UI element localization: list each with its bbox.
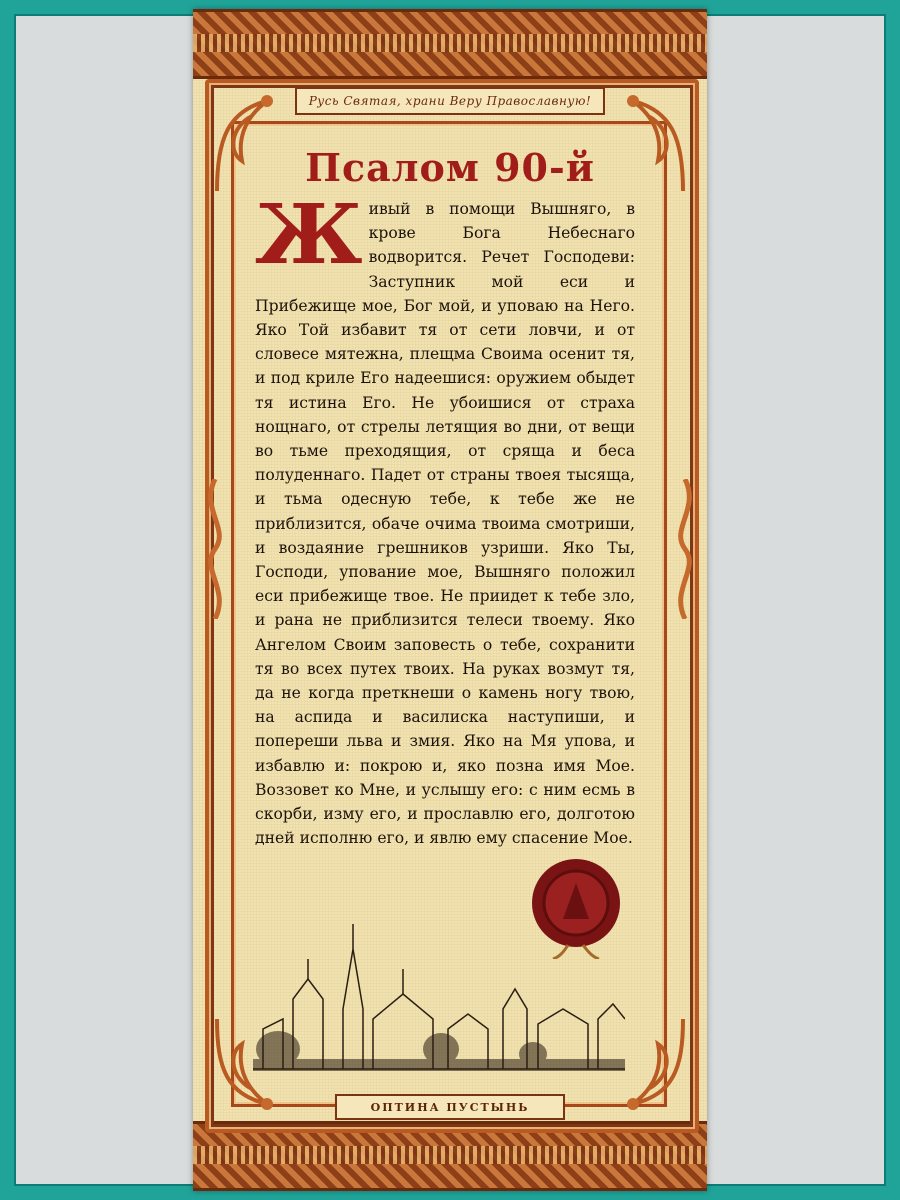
prayer-text: ивый в помощи Вышняго, в крове Бога Небеснаго водворится. Речет Господеви: Заступник мой еси и Прибежище мое, Бог мой, и уповаю на Него. Яко Той избавит тя от сети ловчи, и от словесе мятежна, плещма Своима осенит тя, и под криле Его надеешися: оружием обыдет тя истина Его. Не убоишися от страха нощнаго, от стрелы летящия во дни, от вещи во тьме преходящия, от сряща и беса полуденнаго. Падет от страны твоея тысяща, и тьма одесную тебе, к тебе же не приблизится, обаче очима твоима смотриши, и воздаяние грешников узриши. Яко Ты, Господи, упование мое, Вышняго положил еси прибежище твое. Не приидет к тебе зло, и рана не приблизится телеси твоему. Яко Ангелом Своим заповесть о тебе, сохранити тя во всех путех твоих. На руках возмут тя, да не когда преткнеши о камень ногу твою, на аспида и василиска наступиши, и попереши льва и змия. Яко на Мя упова, и избавлю и: покрою и, яко позна имя Мое. Воззовет ко Мне, и услышу его: с ним есмь в скорби, изму его, и прославлю его, долготою дней исполню его, и явлю ему спасение Мое. [255, 200, 635, 848]
prayer-scroll [193, 9, 707, 1191]
prayer-title: Псалом 90-й [305, 145, 595, 190]
drop-cap: Ж [255, 187, 363, 283]
motto-text: Русь Святая, храни Веру Православную! [308, 94, 592, 108]
prayer-body [255, 187, 635, 850]
wax-seal-icon [523, 853, 629, 959]
location-banner [335, 1094, 565, 1120]
side-ornament-left-icon [195, 479, 235, 619]
top-ornament-band [193, 9, 707, 79]
side-ornament-right-icon [665, 479, 705, 619]
motto-banner [295, 87, 605, 115]
location-text: ОПТИНА ПУСТЫНЬ [370, 1100, 530, 1114]
corner-ornament-bottom-right-icon [613, 1009, 693, 1119]
